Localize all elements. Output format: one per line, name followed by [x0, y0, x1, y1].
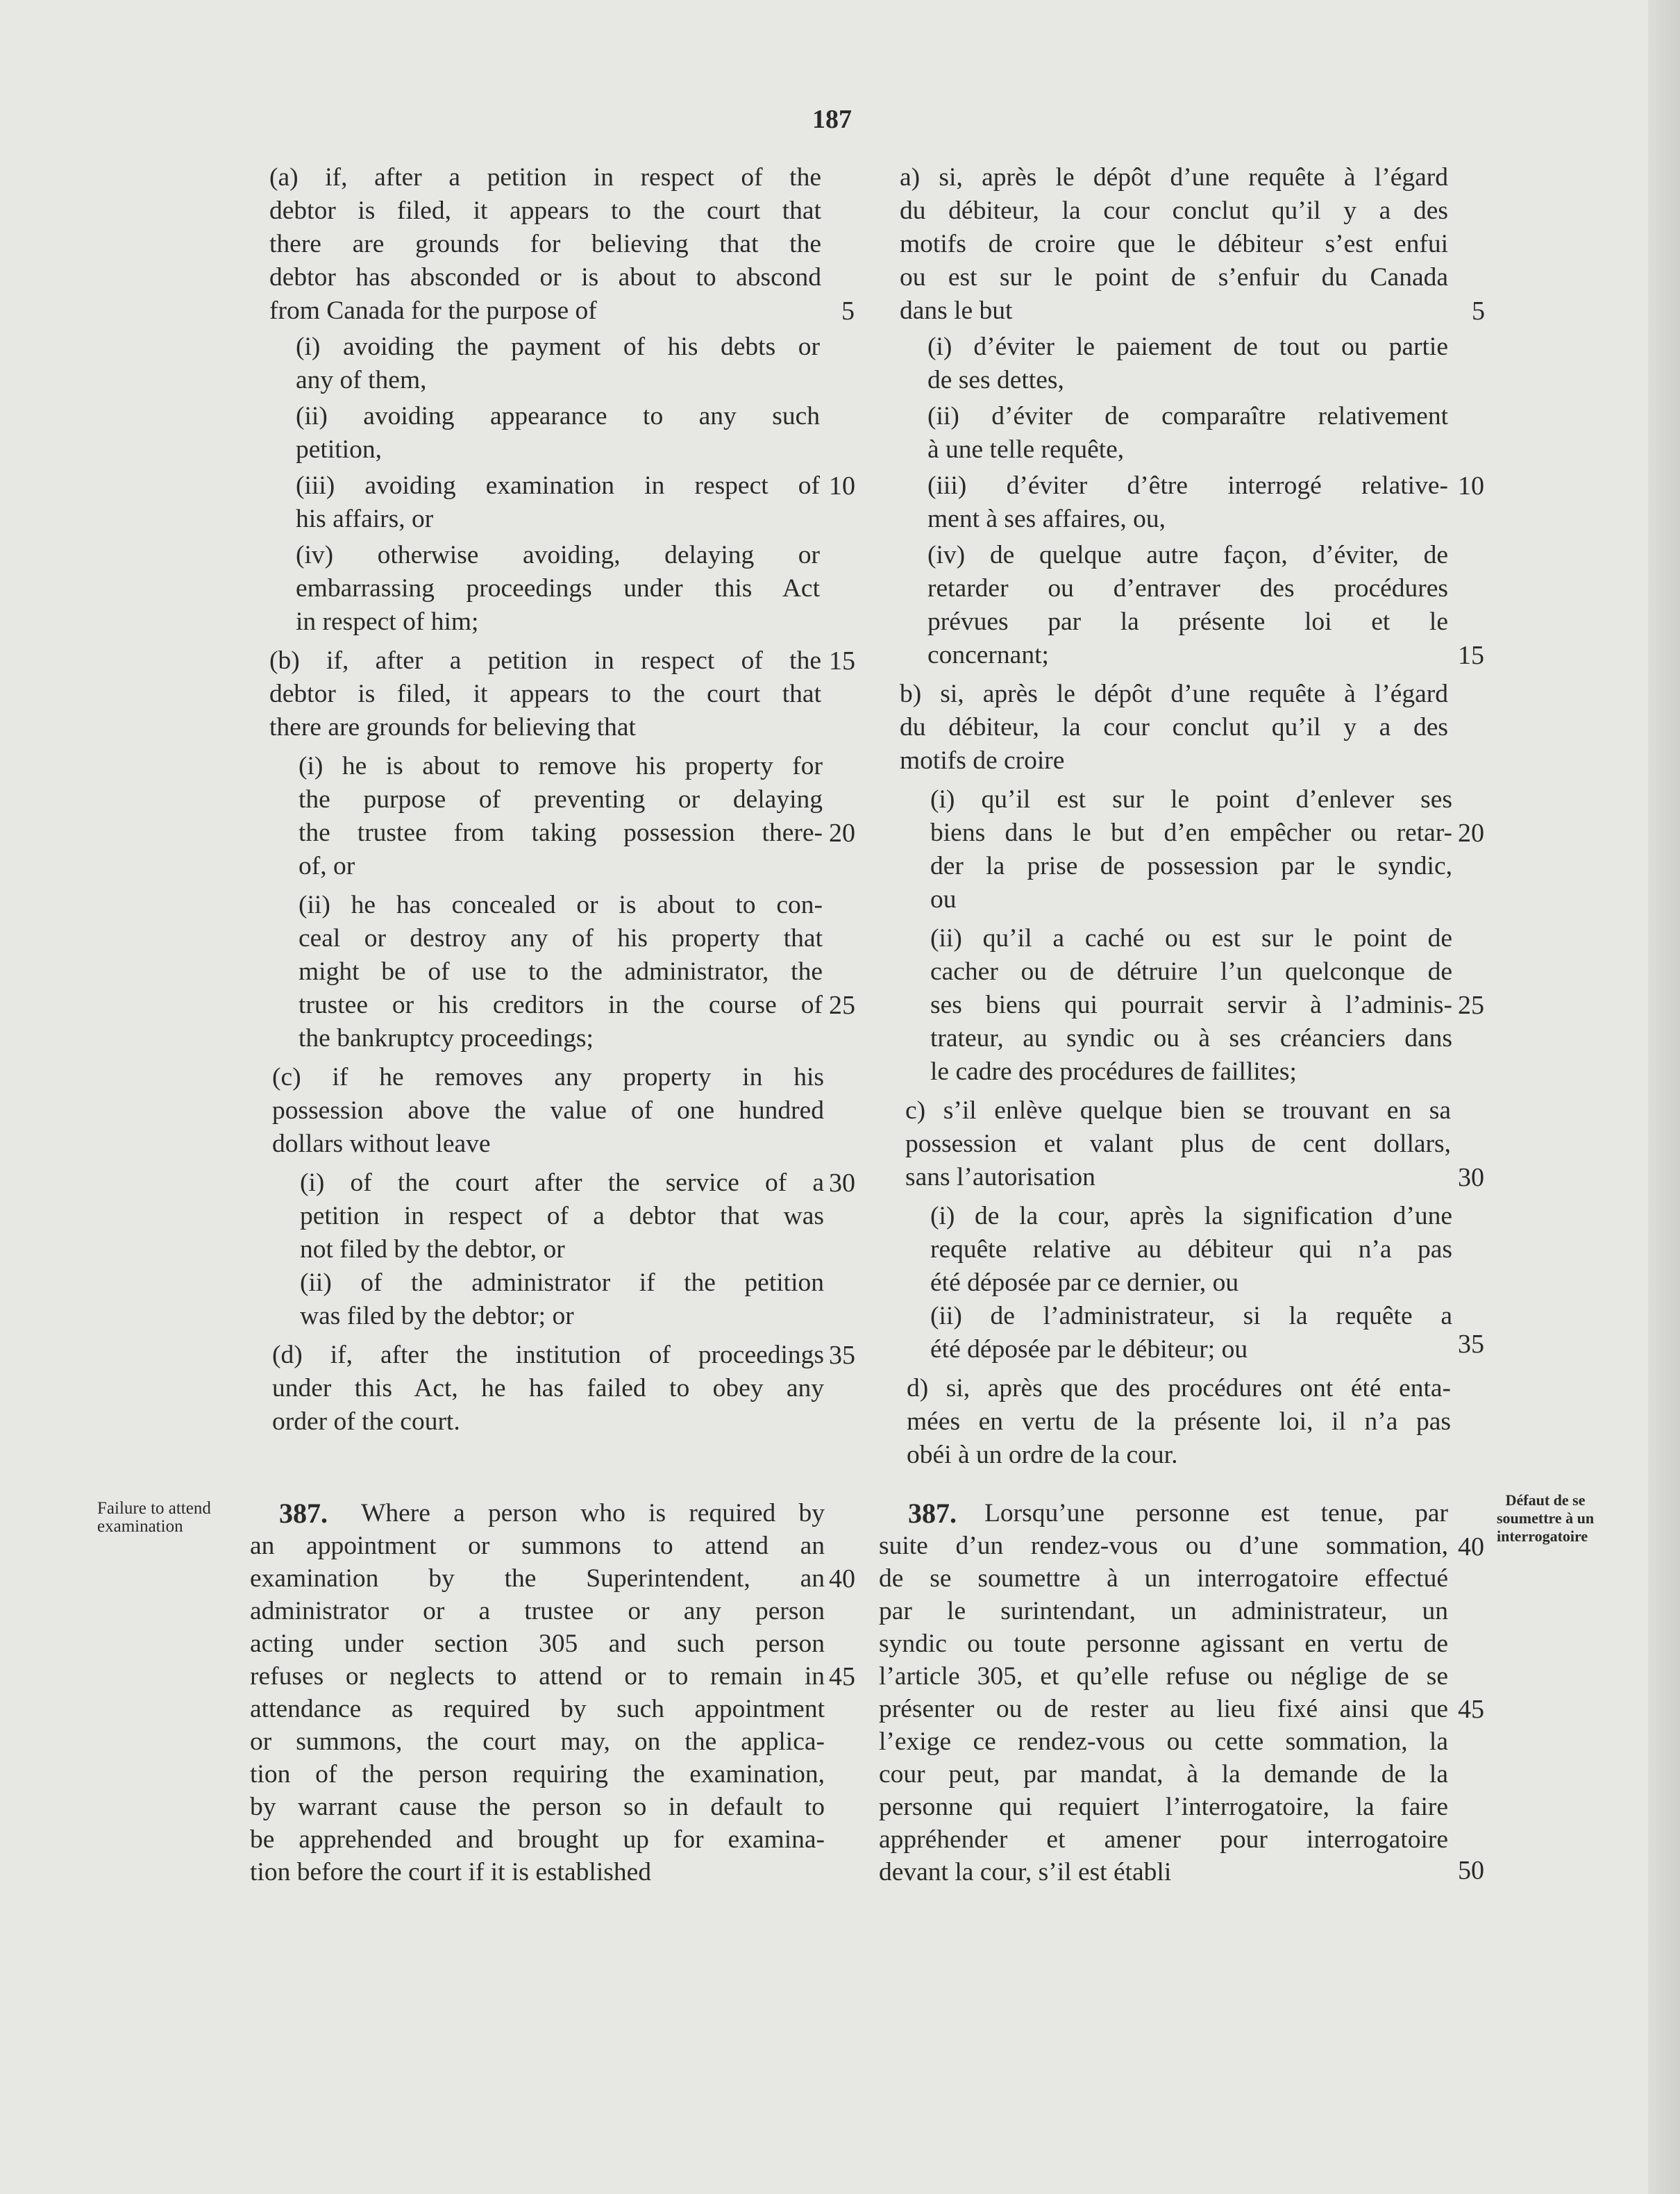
page-number: 187	[812, 105, 852, 134]
line-number-fr: 10	[1458, 471, 1484, 501]
margin-note-line: Défaut de se	[1505, 1491, 1586, 1509]
text-line: (c) if he removes any property in his	[272, 1063, 824, 1091]
line-number-en: 20	[829, 819, 855, 848]
text-line: tion of the person requiring the examination,	[250, 1760, 825, 1789]
margin-note-line: soumettre à un	[1497, 1509, 1595, 1527]
text-line: (ii) de l’administrateur, si la requête a	[930, 1302, 1452, 1330]
text-line: (d) if, after the institution of proceedings	[272, 1341, 824, 1369]
line-number-fr: 40	[1458, 1532, 1484, 1561]
text-line: trustee or his creditors in the course of	[299, 991, 823, 1019]
text-line: cacher ou de détruire l’un quelconque de	[930, 957, 1452, 986]
text-line: motifs de croire que le débiteur s’est enfui	[900, 230, 1448, 258]
text-line: der la prise de possession par le syndic,	[930, 852, 1452, 880]
text-line: biens dans le but d’en empêcher ou retar-	[930, 819, 1452, 847]
text-line: of, or	[299, 852, 355, 880]
text-line: suite d’un rendez-vous ou d’une sommation,	[879, 1532, 1448, 1560]
line-number-fr: 35	[1458, 1330, 1484, 1359]
text-line: personne qui requiert l’interrogatoire, la faire	[879, 1793, 1448, 1821]
text-line: debtor has absconded or is about to abscond	[269, 263, 821, 292]
line-number-fr: 5	[1472, 296, 1485, 326]
text-line: (i) d’éviter le paiement de tout ou partie	[927, 333, 1448, 361]
margin-note-french	[1497, 1491, 1594, 1546]
line-number-en: 45	[829, 1662, 855, 1691]
text-line: été déposée par ce dernier, ou	[930, 1268, 1239, 1297]
text-line: order of the court.	[272, 1407, 460, 1436]
text-line: par le surintendant, un administrateur, un	[879, 1597, 1448, 1625]
text-line: (iii) avoiding examination in respect of	[296, 471, 820, 500]
text-line: présenter ou de rester au lieu fixé ainsi que	[879, 1695, 1448, 1723]
text-line: mées en vertu de la présente loi, il n’a pas	[907, 1407, 1451, 1436]
text-line: b) si, après le dépôt d’une requête à l’égard	[900, 680, 1448, 708]
text-line: d) si, après que des procédures ont été enta-	[907, 1374, 1451, 1402]
margin-note-english	[97, 1500, 211, 1536]
text-line: Where a person who is required by	[361, 1499, 825, 1527]
text-line: not filed by the debtor, or	[300, 1235, 565, 1264]
text-line: ses biens qui pourrait servir à l’adminis-	[930, 991, 1452, 1019]
text-line: ceal or destroy any of his property that	[299, 924, 823, 953]
text-line: requête relative au débiteur qui n’a pas	[930, 1235, 1452, 1264]
text-line: (ii) avoiding appearance to any such	[296, 402, 820, 430]
text-line: (ii) of the administrator if the petition	[300, 1268, 824, 1297]
page-edge	[1648, 0, 1680, 2194]
text-line: (b) if, after a petition in respect of the	[269, 646, 821, 675]
margin-note-line: Failure to attend	[97, 1499, 211, 1518]
text-line: (ii) he has concealed or is about to con-	[299, 891, 823, 919]
text-line: (i) de la cour, après la signification d’une	[930, 1202, 1452, 1230]
line-number-fr: 50	[1458, 1856, 1484, 1885]
text-line: embarrassing proceedings under this Act	[296, 574, 820, 603]
section-number-387-fr: 387.	[908, 1498, 957, 1529]
text-line: the bankruptcy proceedings;	[299, 1024, 594, 1053]
text-line: c) s’il enlève quelque bien se trouvant en sa	[905, 1096, 1451, 1125]
text-line: de ses dettes,	[927, 366, 1064, 394]
text-line: (i) he is about to remove his property for	[299, 752, 823, 780]
text-line: appréhender et amener pour interrogatoire	[879, 1825, 1448, 1854]
margin-note-line: interrogatoire	[1497, 1527, 1588, 1545]
text-line: administrator or a trustee or any person	[250, 1597, 825, 1625]
line-number-en: 25	[829, 991, 855, 1020]
text-line: Lorsqu’une personne est tenue, par	[984, 1499, 1448, 1527]
text-line: under this Act, he has failed to obey any	[272, 1374, 824, 1402]
text-line: refuses or neglects to attend or to remain in	[250, 1662, 825, 1691]
text-line: sans l’autorisation	[905, 1163, 1095, 1191]
text-line: possession above the value of one hundred	[272, 1096, 824, 1125]
text-line: dollars without leave	[272, 1130, 491, 1158]
text-line: du débiteur, la cour conclut qu’il y a des	[900, 713, 1448, 742]
text-line: concernant;	[927, 641, 1049, 669]
text-line: motifs de croire	[900, 746, 1065, 775]
text-line: du débiteur, la cour conclut qu’il y a des	[900, 196, 1448, 225]
line-number-en: 40	[829, 1564, 855, 1593]
text-line: from Canada for the purpose of	[269, 296, 597, 325]
text-line: l’article 305, et qu’elle refuse ou néglige de se	[879, 1662, 1448, 1691]
text-line: possession et valant plus de cent dollars,	[905, 1130, 1451, 1158]
text-line: (ii) qu’il a caché ou est sur le point de	[930, 924, 1452, 953]
text-line: (iv) otherwise avoiding, delaying or	[296, 541, 820, 569]
line-number-fr: 25	[1458, 991, 1484, 1020]
text-line: acting under section 305 and such person	[250, 1630, 825, 1658]
line-number-en: 35	[829, 1341, 855, 1370]
text-line: examination by the Superintendent, an	[250, 1564, 825, 1593]
text-line: was filed by the debtor; or	[300, 1302, 574, 1330]
margin-note-line: examination	[97, 1517, 183, 1536]
text-line: ou est sur le point de s’enfuir du Canada	[900, 263, 1448, 292]
text-line: tion before the court if it is established	[250, 1858, 651, 1886]
line-number-en: 10	[829, 471, 855, 501]
text-line: petition in respect of a debtor that was	[300, 1202, 824, 1230]
text-line: or summons, the court may, on the applica-	[250, 1727, 825, 1756]
text-line: (i) qu’il est sur le point d’enlever ses	[930, 785, 1452, 814]
text-line: le cadre des procédures de faillites;	[930, 1057, 1297, 1086]
text-line: petition,	[296, 435, 382, 464]
text-line: (ii) d’éviter de comparaître relativement	[927, 402, 1448, 430]
text-line: prévues par la présente loi et le	[927, 608, 1448, 636]
text-line: by warrant cause the person so in default to	[250, 1793, 825, 1821]
text-line: dans le but	[900, 296, 1013, 325]
clause-a: (a) if, after a petition in respect of the	[269, 163, 821, 192]
text-line: be apprehended and brought up for examina-	[250, 1825, 825, 1854]
text-line: an appointment or summons to attend an	[250, 1532, 825, 1560]
line-number-fr: 20	[1458, 819, 1484, 848]
text-line: in respect of him;	[296, 608, 479, 636]
clause-a-fr: a) si, après le dépôt d’une requête à l’égard	[900, 163, 1448, 192]
text-line: (iii) d’éviter d’être interrogé relative-	[927, 471, 1448, 500]
text-line: ou	[930, 885, 957, 914]
text-line: might be of use to the administrator, the	[299, 957, 823, 986]
text-line: there are grounds for believing that the	[269, 230, 821, 258]
text-line: trateur, au syndic ou à ses créanciers dans	[930, 1024, 1452, 1053]
text-line: devant la cour, s’il est établi	[879, 1858, 1172, 1886]
text-line: debtor is filed, it appears to the court that	[269, 196, 821, 225]
line-number-en: 5	[841, 296, 855, 326]
text-line: attendance as required by such appointment	[250, 1695, 825, 1723]
text-line: obéi à un ordre de la cour.	[907, 1441, 1178, 1469]
text-line: l’exige ce rendez-vous ou cette sommation, la	[879, 1727, 1448, 1756]
line-number-fr: 45	[1458, 1695, 1484, 1724]
text-line: retarder ou d’entraver des procédures	[927, 574, 1448, 603]
text-line: à une telle requête,	[927, 435, 1125, 464]
text-line: de se soumettre à un interrogatoire effectué	[879, 1564, 1448, 1593]
text-line: (i) of the court after the service of a	[300, 1169, 824, 1197]
text-line: été déposée par le débiteur; ou	[930, 1335, 1248, 1364]
text-line: (iv) de quelque autre façon, d’éviter, de	[927, 541, 1448, 569]
text-line: any of them,	[296, 366, 427, 394]
line-number-fr: 15	[1458, 641, 1484, 670]
text-line: cour peut, par mandat, à la demande de la	[879, 1760, 1448, 1789]
text-line: syndic ou toute personne agissant en vertu de	[879, 1630, 1448, 1658]
text-line: his affairs, or	[296, 505, 434, 533]
text-line: (i) avoiding the payment of his debts or	[296, 333, 820, 361]
line-number-en: 15	[829, 646, 855, 676]
text-line: there are grounds for believing that	[269, 713, 636, 742]
line-number-en: 30	[829, 1169, 855, 1198]
text-line: the trustee from taking possession there-	[299, 819, 823, 847]
section-number-387-en: 387.	[279, 1498, 328, 1529]
text-line: debtor is filed, it appears to the court that	[269, 680, 821, 708]
line-number-fr: 30	[1458, 1163, 1484, 1192]
text-line: the purpose of preventing or delaying	[299, 785, 823, 814]
text-line: ment à ses affaires, ou,	[927, 505, 1166, 533]
